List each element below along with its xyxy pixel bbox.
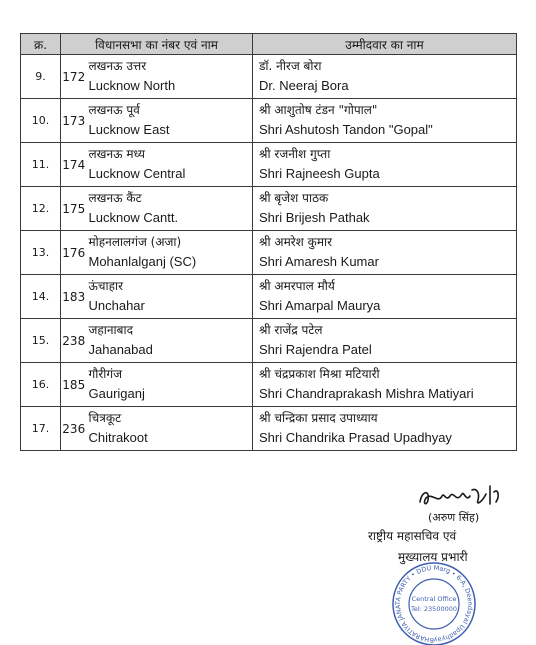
- candidate-name-hindi: श्री आशुतोष टंडन "गोपाल": [259, 103, 378, 117]
- candidate-name-cell: [253, 275, 517, 319]
- candidate-table: [20, 33, 517, 451]
- assembly-name-cell: [87, 275, 253, 319]
- header-assembly: विधानसभा का नंबर एवं नाम: [61, 34, 253, 55]
- candidate-name-cell: [253, 319, 517, 363]
- assembly-number: 236: [61, 407, 87, 451]
- serial-number: 16.: [21, 363, 61, 407]
- candidate-name-hindi: श्री रजनीश गुप्ता: [259, 147, 331, 161]
- candidate-name-english: Shri Chandraprakash Mishra Matiyari: [259, 386, 474, 401]
- candidate-name-english: Shri Amaresh Kumar: [259, 254, 379, 269]
- assembly-name-hindi: गौरीगंज: [88, 367, 123, 381]
- table-row: [21, 319, 517, 363]
- assembly-name-english: Lucknow North: [88, 78, 176, 93]
- assembly-number: 173: [61, 99, 87, 143]
- candidate-name-english: Shri Chandrika Prasad Upadhyay: [259, 430, 452, 445]
- table-row: [21, 231, 517, 275]
- candidate-name-english: Dr. Neeraj Bora: [259, 78, 349, 93]
- assembly-name-cell: [87, 319, 253, 363]
- designation-line-2: मुख्यालय प्रभारी: [398, 550, 468, 564]
- assembly-name-cell: [87, 187, 253, 231]
- signature: [416, 482, 516, 512]
- candidate-name-hindi: श्री अमरेश कुमार: [259, 235, 333, 249]
- table-header-row: [21, 34, 517, 55]
- serial-number: 11.: [21, 143, 61, 187]
- table-row: [21, 407, 517, 451]
- svg-text:BHARATIYA JANATA PARTY • DDU M: [394, 564, 474, 644]
- assembly-name-cell: [87, 363, 253, 407]
- assembly-number: 172: [61, 55, 87, 99]
- candidate-name-cell: [253, 231, 517, 275]
- table-row: [21, 55, 517, 99]
- assembly-name-cell: [87, 231, 253, 275]
- candidate-name-english: Shri Brijesh Pathak: [259, 210, 370, 225]
- serial-number: 17.: [21, 407, 61, 451]
- assembly-name-hindi: लखनऊ उत्तर: [88, 59, 147, 73]
- assembly-name-english: Lucknow Central: [88, 166, 186, 181]
- table-row: [21, 143, 517, 187]
- table-row: [21, 275, 517, 319]
- header-candidate: उम्मीदवार का नाम: [253, 34, 517, 55]
- assembly-name-cell: [87, 99, 253, 143]
- party-office-stamp: [388, 558, 480, 645]
- assembly-name-english: Jahanabad: [88, 342, 153, 357]
- serial-number: 15.: [21, 319, 61, 363]
- table-body: [21, 55, 517, 451]
- serial-number: 12.: [21, 187, 61, 231]
- candidate-name-cell: [253, 363, 517, 407]
- assembly-number: 238: [61, 319, 87, 363]
- candidate-name-hindi: श्री राजेंद्र पटेल: [259, 323, 323, 337]
- assembly-name-hindi: चित्रकूट: [88, 411, 122, 425]
- assembly-name-hindi: जहानाबाद: [88, 323, 133, 337]
- assembly-name-english: Lucknow Cantt.: [88, 210, 179, 225]
- designation-line-1: राष्ट्रीय महासचिव एवं: [368, 529, 457, 543]
- serial-number: 9.: [21, 55, 61, 99]
- assembly-name-english: Chitrakoot: [88, 430, 148, 445]
- table-row: [21, 363, 517, 407]
- assembly-name-english: Mohanlalganj (SC): [88, 254, 197, 269]
- stamp-line-1: Central Office: [411, 595, 457, 603]
- assembly-name-hindi: लखनऊ कैंट: [88, 191, 142, 205]
- candidate-name-cell: [253, 99, 517, 143]
- serial-number: 10.: [21, 99, 61, 143]
- assembly-name-hindi: ऊंचाहार: [88, 279, 124, 293]
- candidate-name-hindi: श्री बृजेश पाठक: [259, 191, 329, 205]
- serial-number: 13.: [21, 231, 61, 275]
- assembly-number: 175: [61, 187, 87, 231]
- stamp-line-2: Tel: 23500000: [410, 605, 458, 613]
- candidate-name-english: Shri Rajneesh Gupta: [259, 166, 380, 181]
- candidate-name-cell: [253, 407, 517, 451]
- assembly-name-hindi: लखनऊ पूर्व: [88, 103, 140, 117]
- table-row: [21, 99, 517, 143]
- candidate-name-hindi: श्री चंद्रप्रकाश मिश्रा मटियारी: [259, 367, 380, 381]
- assembly-name-cell: [87, 143, 253, 187]
- candidate-name-english: Shri Rajendra Patel: [259, 342, 372, 357]
- assembly-name-hindi: लखनऊ मध्य: [88, 147, 145, 161]
- stamp-ring-text: BHARATIYA JANATA PARTY • DDU Marg • 6-A, Deendayal Upadhyay: [394, 563, 475, 645]
- assembly-number: 185: [61, 363, 87, 407]
- candidate-name-english: Shri Ashutosh Tandon "Gopal": [259, 122, 433, 137]
- signatory-name: (अरुण सिंह): [428, 511, 480, 524]
- candidate-name-cell: [253, 143, 517, 187]
- candidate-name-hindi: श्री चन्द्रिका प्रसाद उपाध्याय: [259, 411, 378, 425]
- candidate-name-english: Shri Amarpal Maurya: [259, 298, 381, 313]
- candidate-name-hindi: श्री अमरपाल मौर्य: [259, 279, 335, 293]
- table-row: [21, 187, 517, 231]
- assembly-name-cell: [87, 55, 253, 99]
- candidate-name-hindi: डॉ. नीरज बोरा: [259, 59, 322, 73]
- assembly-name-cell: [87, 407, 253, 451]
- candidate-name-cell: [253, 187, 517, 231]
- candidate-name-cell: [253, 55, 517, 99]
- assembly-name-english: Gauriganj: [88, 386, 145, 401]
- assembly-number: 174: [61, 143, 87, 187]
- header-serial: क्र.: [21, 34, 61, 55]
- assembly-name-hindi: मोहनलालगंज (अजा): [88, 235, 182, 249]
- assembly-number: 183: [61, 275, 87, 319]
- assembly-name-english: Lucknow East: [88, 122, 170, 137]
- assembly-number: 176: [61, 231, 87, 275]
- serial-number: 14.: [21, 275, 61, 319]
- assembly-name-english: Unchahar: [88, 298, 145, 313]
